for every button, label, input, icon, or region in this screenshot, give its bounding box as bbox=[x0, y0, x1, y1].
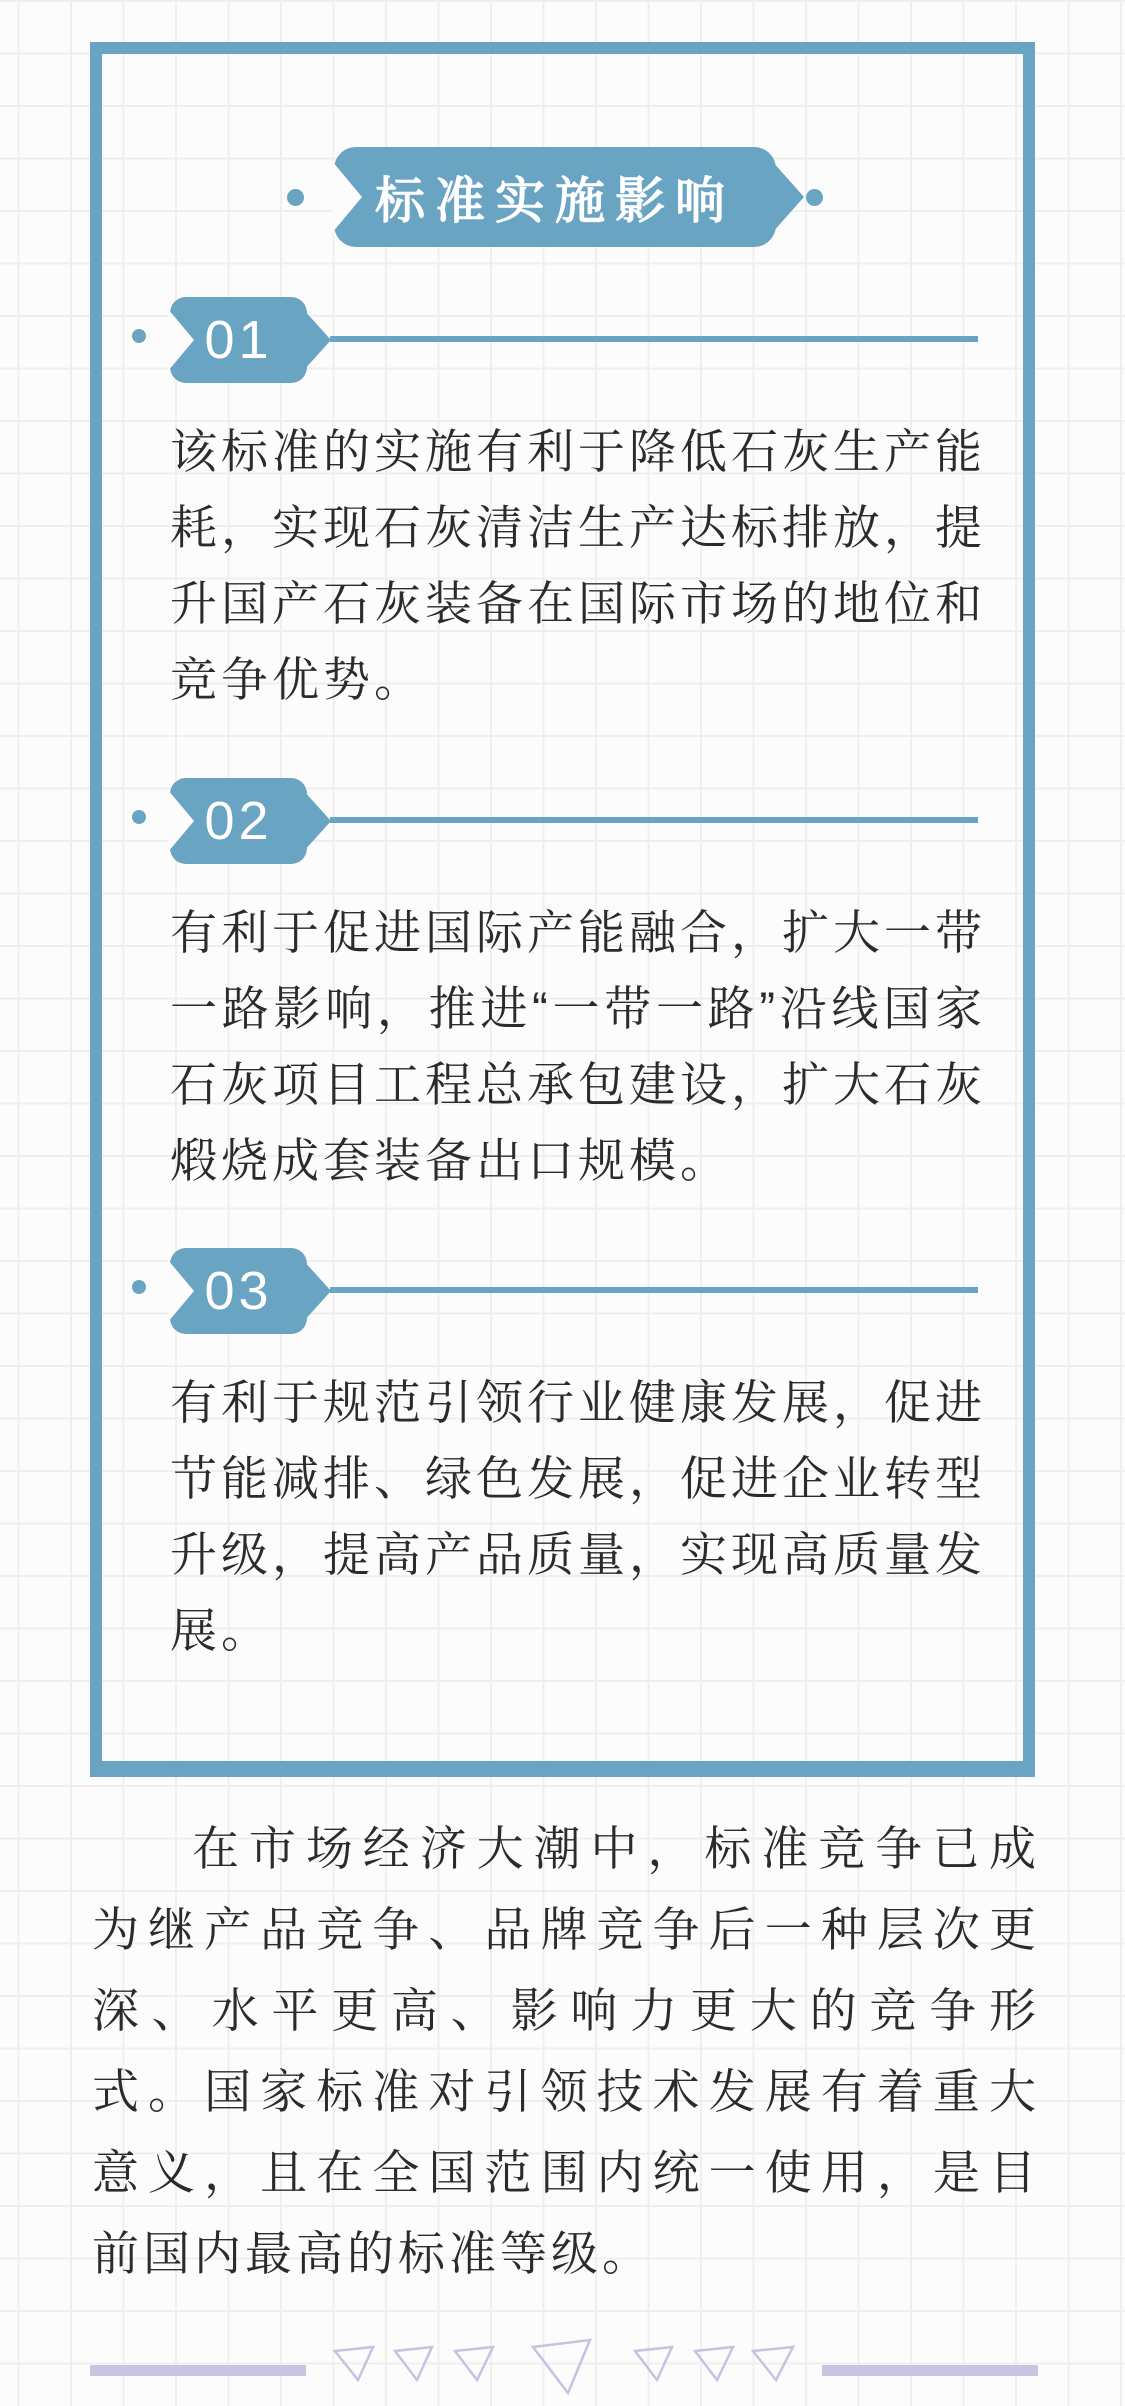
paragraph-line: 升国产石灰装备在国际市场的地位和 bbox=[170, 577, 986, 630]
section-number: 03 bbox=[204, 1261, 273, 1321]
ribbon-notch-icon bbox=[168, 790, 194, 852]
paragraph-line: 展。 bbox=[170, 1604, 272, 1657]
paragraph-line: 该标准的实施有利于降低石灰生产能 bbox=[170, 425, 986, 478]
section-number-badge bbox=[170, 1248, 307, 1334]
paragraph-line: 节能减排、绿色发展，促进企业转型 bbox=[170, 1452, 986, 1505]
page-title: 标准实施影响 bbox=[375, 173, 735, 229]
paragraph-line: 石灰项目工程总承包建设，扩大石灰 bbox=[170, 1058, 986, 1111]
section-paragraph bbox=[170, 414, 986, 718]
paragraph-line: 有利于规范引领行业健康发展，促进 bbox=[170, 1376, 986, 1429]
triangle-icon bbox=[395, 2347, 432, 2380]
section-paragraph bbox=[170, 1365, 986, 1669]
paragraph-line: 有利于促进国际产能融合，扩大一带 bbox=[170, 906, 986, 959]
closing-paragraph bbox=[92, 1808, 1040, 2294]
triangle-icon bbox=[753, 2347, 793, 2380]
paragraph-line: 前国内最高的标准等级。 bbox=[92, 2227, 653, 2280]
section-rule-line bbox=[330, 817, 978, 823]
paragraph-line: 深、水平更高、影响力更大的竞争形 bbox=[92, 1984, 1040, 2037]
ribbon-notch-icon bbox=[168, 1260, 194, 1322]
ribbon-notch-icon bbox=[332, 161, 362, 233]
paragraph-line: 意义，且在全国范围内统一使用，是目 bbox=[92, 2146, 1040, 2199]
bottom-left-bar bbox=[90, 2365, 306, 2376]
bottom-right-bar bbox=[822, 2365, 1038, 2376]
paragraph-line: 竞争优势。 bbox=[170, 653, 425, 706]
section-dot-icon bbox=[132, 1280, 146, 1294]
section-number-badge bbox=[170, 297, 307, 383]
title-ribbon bbox=[334, 147, 776, 247]
paragraph-line: 耗，实现石灰清洁生产达标排放，提 bbox=[170, 501, 986, 554]
section-dot-icon bbox=[132, 810, 146, 824]
title-left-dot-icon bbox=[287, 189, 304, 206]
ribbon-notch-icon bbox=[168, 309, 194, 371]
section-rule-line bbox=[330, 1287, 978, 1293]
section-number-badge bbox=[170, 778, 307, 864]
title-right-dot-icon bbox=[806, 189, 823, 206]
section-number: 01 bbox=[204, 310, 273, 370]
paragraph-line: 为继产品竞争、品牌竞争后一种层次更 bbox=[92, 1903, 1040, 1956]
paragraph-line: 式。国家标准对引领技术发展有着重大 bbox=[92, 2065, 1040, 2118]
triangle-icon bbox=[635, 2347, 672, 2380]
section-paragraph bbox=[170, 895, 986, 1199]
paragraph-line: 升级，提高产品质量，实现高质量发 bbox=[170, 1528, 986, 1581]
paragraph-line: 煅烧成套装备出口规模。 bbox=[170, 1134, 731, 1187]
section-number: 02 bbox=[204, 791, 273, 851]
triangle-icon bbox=[455, 2347, 493, 2380]
paragraph-line: 在市场经济大潮中，标准竞争已成 bbox=[192, 1822, 1040, 1875]
section-rule-line bbox=[330, 336, 978, 342]
triangle-icon-large bbox=[533, 2340, 590, 2393]
paragraph-line: 一路影响，推进“一带一路”沿线国家 bbox=[170, 982, 986, 1035]
triangle-pennant-icons bbox=[330, 2338, 800, 2398]
section-dot-icon bbox=[132, 329, 146, 343]
triangle-icon bbox=[695, 2347, 733, 2380]
triangle-icon bbox=[335, 2347, 373, 2380]
